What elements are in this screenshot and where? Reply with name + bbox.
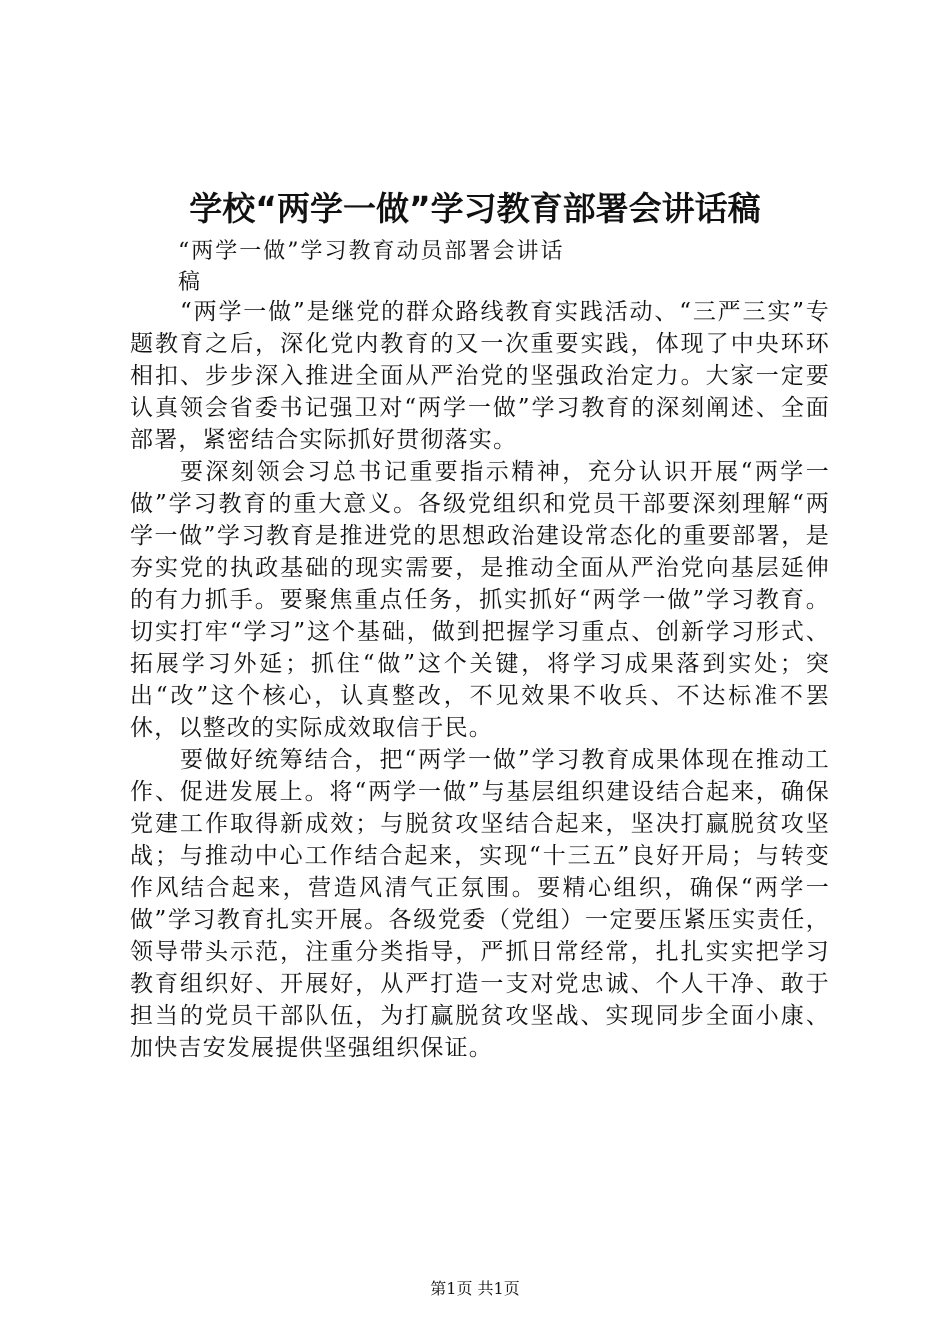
document-subtitle-line2: 稿 xyxy=(178,270,201,295)
body-paragraph-3: 要做好统筹结合，把“两学一做”学习教育成果体现在推动工作、促进发展上。将“两学一做”与基层组织建设结合起来，确保党建工作取得新成效；与脱贫攻坚结合起来，坚决打赢脱贫攻坚战；与推动中心工作结合起来，实现“十三五”良好开局；与转变作风结合起来，营造风清气正氛围。要精心组织，确保“两学一做”学习教育扎实开展。各级党委（党组）一定要压紧压实责任，领导带头示范，注重分类指导，严抓日常经常，扎扎实实把学习教育组织好、开展好，从严打造一支对党忠诚、个人干净、敢于担当的党员干部队伍，为打赢脱贫攻坚战、实现同步全面小康、加快吉安发展提供坚强组织保证。 xyxy=(130,747,830,1061)
page-footer: 第1页 共1页 xyxy=(430,1279,520,1298)
document-body xyxy=(130,296,830,1064)
document-subtitle-line1: “两学一做”学习教育动员部署会讲话 xyxy=(178,239,565,264)
document-title: 学校“两学一做”学习教育部署会讲话稿 xyxy=(189,189,761,228)
body-paragraph-1: “两学一做”是继党的群众路线教育实践活动、“三严三实”专题教育之后，深化党内教育的又一次重要实践，体现了中央环环相扣、步步深入推进全面从严治党的坚强政治定力。大家一定要认真领会省委书记强卫对“两学一做”学习教育的深刻阐述、全面部署，紧密结合实际抓好贯彻落实。 xyxy=(130,299,830,453)
body-paragraph-2: 要深刻领会习总书记重要指示精神，充分认识开展“两学一做”学习教育的重大意义。各级党组织和党员干部要深刻理解“两学一做”学习教育是推进党的思想政治建设常态化的重要部署，是夯实党的执政基础的现实需要，是推动全面从严治党向基层延伸的有力抓手。要聚焦重点任务，抓实抓好“两学一做”学习教育。切实打牢“学习”这个基础，做到把握学习重点、创新学习形式、拓展学习外延；抓住“做”这个关键，将学习成果落到实处；突出“改”这个核心，认真整改，不见效果不收兵、不达标准不罢休，以整改的实际成效取信于民。 xyxy=(130,459,830,741)
